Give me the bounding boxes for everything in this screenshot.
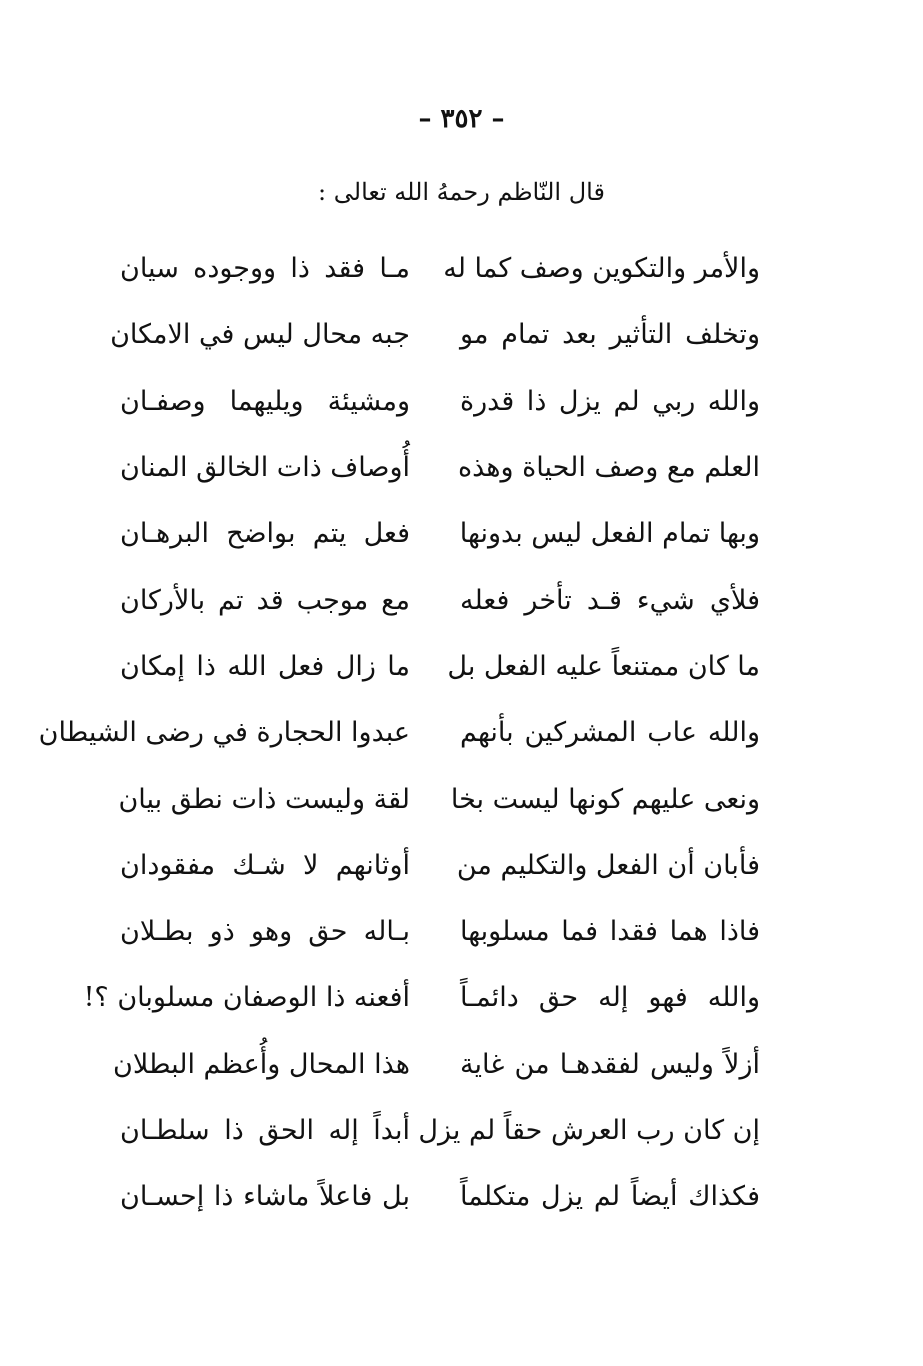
verse — [120, 369, 760, 435]
poem-body — [38, 236, 760, 1230]
page-number: – ٣٥٢ – — [418, 104, 505, 134]
verse-first-hemistich: والأمر والتكوين وصف كما له — [443, 253, 760, 285]
verse — [120, 567, 760, 633]
verse-second-hemistich: أوثانهم لا شـك مفقودان — [120, 849, 410, 881]
verse-second-hemistich: بل فاعلاً ماشاء ذا إحسـان — [120, 1181, 410, 1213]
verse-first-hemistich: والله عاب المشركين بأنهم — [460, 717, 760, 749]
verse — [120, 1098, 760, 1164]
verse — [120, 435, 760, 501]
verse-second-hemistich: ما زال فعل الله ذا إمكان — [120, 650, 410, 682]
verse-first-hemistich: فلأي شيء قـد تأخر فعله — [460, 584, 760, 616]
verse — [38, 700, 760, 766]
verse-first-hemistich: وبها تمام الفعل ليس بدونها — [459, 518, 760, 550]
verse-first-hemistich: والله ربي لم يزل ذا قدرة — [460, 385, 760, 417]
verse-second-hemistich: أُوصاف ذات الخالق المنان — [119, 452, 410, 484]
verse-second-hemistich: مع موجب قد تم بالأركان — [120, 584, 410, 616]
verse-first-hemistich: فأبان أن الفعل والتكليم من — [456, 849, 760, 881]
verse — [120, 833, 760, 899]
verse-second-hemistich: عبدوا الحجارة في رضى الشيطان — [38, 717, 410, 749]
verse-second-hemistich: ومشيئة ويليهما وصفـان — [120, 385, 410, 417]
verse — [120, 236, 760, 302]
verse-first-hemistich: العلم مع وصف الحياة وهذه — [457, 452, 760, 484]
verse — [120, 899, 760, 965]
verse-first-hemistich: أزلاً وليس لفقدهـا من غاية — [460, 1048, 760, 1080]
verse-first-hemistich: فكذاك أيضاً لم يزل متكلماً — [460, 1181, 760, 1213]
verse — [113, 1032, 760, 1098]
verse — [120, 766, 760, 832]
verse — [120, 501, 760, 567]
verse-second-hemistich: فعل يتم بواضح البرهـان — [120, 518, 410, 550]
verse-second-hemistich: هذا المحال وأُعظم البطلان — [113, 1048, 410, 1080]
verse — [120, 1164, 760, 1230]
verse-first-hemistich: إن كان رب العرش حقاً لم يزل — [418, 1115, 760, 1146]
verse-first-hemistich: والله فهو إله حق دائمـاً — [460, 982, 760, 1014]
verse — [120, 634, 760, 700]
verse — [110, 302, 760, 368]
verse-second-hemistich: بـاله حق وهو ذو بطـلان — [120, 916, 410, 948]
verse-second-hemistich: جبه محال ليس في الامكان — [110, 319, 410, 351]
verse-second-hemistich: أبداً إله الحق ذا سلطـان — [120, 1115, 410, 1146]
verse-first-hemistich: ما كان ممتنعاً عليه الفعل بل — [447, 650, 760, 682]
verse-first-hemistich: وتخلف التأثير بعد تمام مو — [460, 319, 760, 351]
verse — [83, 965, 760, 1031]
verse-first-hemistich: ونعى عليهم كونها ليست بخا — [450, 783, 760, 815]
verse-first-hemistich: فاذا هما فقدا فما مسلوبها — [460, 916, 760, 948]
verse-second-hemistich: لقة وليست ذات نطق بيان — [118, 783, 410, 815]
poem-heading: قال النّاظم رحمهُ الله تعالى : — [318, 178, 605, 206]
verse-second-hemistich: أفعنه ذا الوصفان مسلوبان ؟! — [83, 982, 410, 1014]
verse-second-hemistich: مـا فقد ذا ووجوده سيان — [120, 253, 410, 285]
